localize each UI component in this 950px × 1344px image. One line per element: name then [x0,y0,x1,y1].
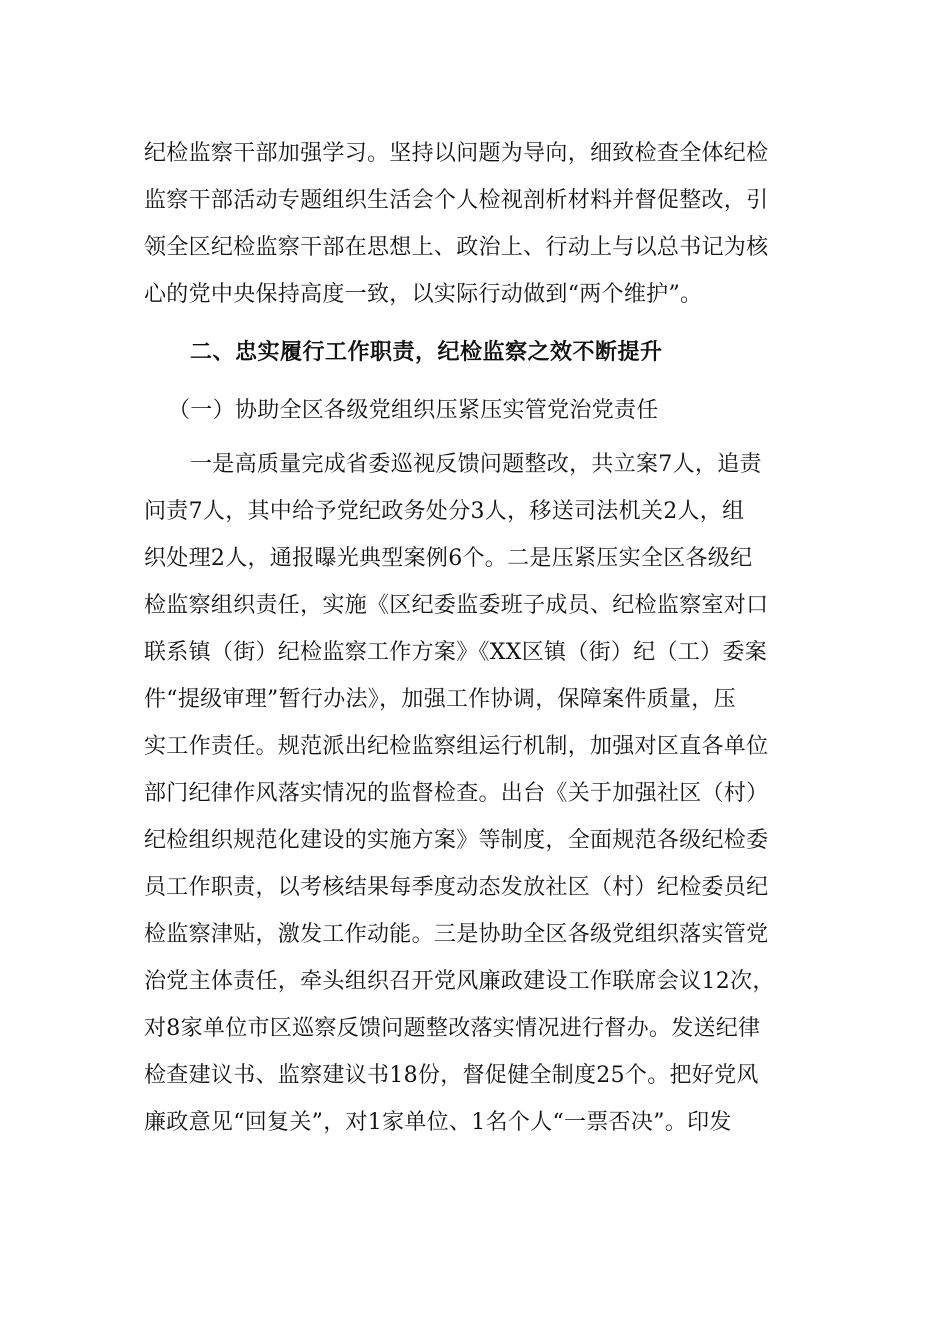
body-text-line: 实工作责任。规范派出纪检监察组运行机制，加强对区直各单位 [144,734,769,759]
body-text-line: 对8家单位市区巡察反馈问题整改落实情况进行督办。发送纪律 [144,1016,761,1041]
body-text-line: 检监察津贴，激发工作动能。三是协助全区各级党组织落实管党 [144,922,769,947]
body-text-line: 问责7人，其中给予党纪政务处分3人，移送司法机关2人，组 [144,499,745,524]
body-text-line: 一是高质量完成省委巡视反馈问题整改，共立案7人，追责 [190,452,762,477]
body-text-line: 件“提级审理”暂行办法》，加强工作协调，保障案件质量，压 [144,687,736,712]
body-text-line: 治党主体责任，牵头组织召开党风廉政建设工作联席会议12次， [144,969,775,994]
body-text-line: 部门纪律作风落实情况的监督检查。出台《关于加强社区（村） [144,781,769,806]
body-text-line: 联系镇（街）纪检监察工作方案》《XX区镇（街）纪（工）委案 [144,640,768,665]
body-text-line: 织处理2人，通报曝光典型案例6个。二是压紧压实全区各级纪 [144,546,753,571]
body-text-line: 纪检监察干部加强学习。坚持以问题为导向，细致检查全体纪检 [144,141,769,166]
section-heading: 二、忠实履行工作职责，纪检监察之效不断提升 [190,340,663,365]
body-text-line: 廉政意见“回复关”，对1家单位、1名个人“一票否决”。印发 [144,1110,732,1135]
body-text-line: 领全区纪检监察干部在思想上、政治上、行动上与以总书记为核 [144,235,769,260]
body-text-line: 监察干部活动专题组织生活会个人检视剖析材料并督促整改，引 [144,188,769,213]
body-text-line: 检查建议书、监察建议书18份，督促健全制度25个。把好党风 [144,1063,759,1088]
subsection-heading: （一）协助全区各级党组织压紧压实管党治党责任 [168,398,659,423]
body-text-line: 检监察组织责任，实施《区纪委监委班子成员、纪检监察室对口 [144,593,769,618]
body-text-line: 心的党中央保持高度一致，以实际行动做到“两个维护”。 [144,282,703,307]
body-text-line: 纪检组织规范化建设的实施方案》等制度，全面规范各级纪检委 [144,828,769,853]
body-text-line: 员工作职责，以考核结果每季度动态发放社区（村）纪检委员纪 [144,875,769,900]
